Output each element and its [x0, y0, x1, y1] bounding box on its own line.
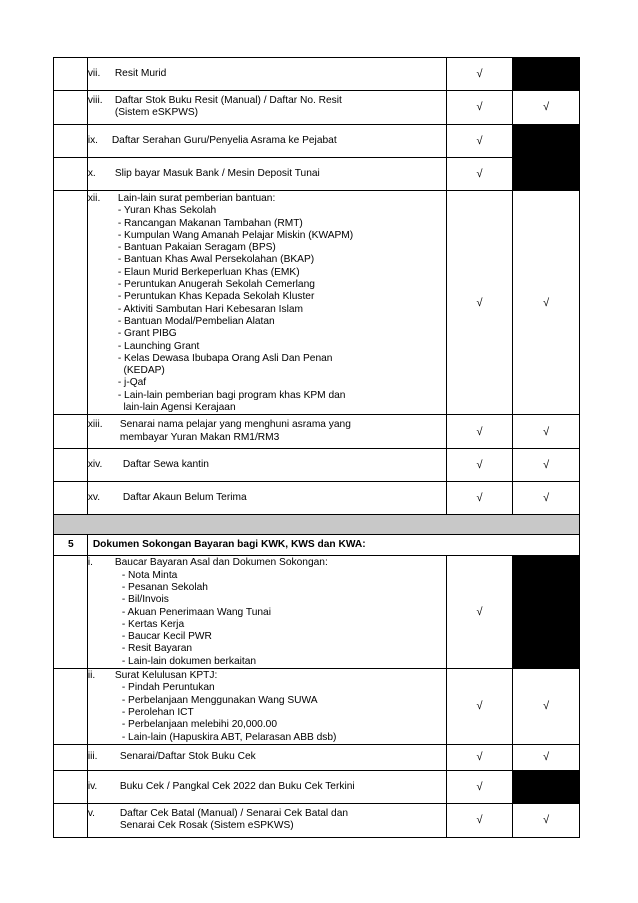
- row-label: Surat Kelulusan KPTJ:: [114, 670, 218, 682]
- shaded-cell: [513, 158, 580, 191]
- row-label: Lain-lain surat pemberian bantuan:: [117, 193, 276, 204]
- table-row: [54, 191, 580, 415]
- grey-band: [54, 515, 580, 535]
- row-label: Baucar Bayaran Asal dan Dokumen Sokongan:: [114, 557, 328, 569]
- row-label: Daftar Akaun Belum Terima: [122, 492, 247, 504]
- row-description: [87, 669, 446, 745]
- list-item: - Lain-lain (Hapuskira ABT, Pelarasan ABB dsb): [121, 731, 337, 743]
- row-label: Senarai/Daftar Stok Buku Cek: [119, 751, 256, 763]
- list-item: - Elaun Murid Berkeperluan Khas (EMK): [117, 266, 300, 278]
- row-number: iii.: [87, 751, 98, 763]
- shaded-cell: [513, 125, 580, 158]
- list-item: - Bantuan Pakaian Seragam (BPS): [117, 242, 276, 254]
- row-number: xiv.: [87, 459, 103, 471]
- shaded-cell: [513, 58, 580, 91]
- row-number: xv.: [87, 492, 101, 504]
- check-mark: √: [446, 770, 513, 803]
- assistance-letter-list: [88, 205, 446, 414]
- check-mark: √: [513, 744, 580, 770]
- list-item: - Peruntukan Anugerah Sekolah Cemerlang: [117, 279, 315, 291]
- list-item: - Resit Bayaran: [121, 643, 193, 655]
- table-row: [54, 158, 580, 191]
- list-item: - Yuran Khas Sekolah: [117, 205, 217, 217]
- check-mark: √: [513, 803, 580, 837]
- list-item: - Nota Minta: [121, 569, 178, 581]
- list-item: - Bantuan Khas Awal Persekolahan (BKAP): [117, 254, 315, 266]
- row-number: iv.: [87, 780, 98, 792]
- row-label: Resit Murid: [114, 67, 167, 79]
- list-item: - Bil/Invois: [121, 594, 169, 606]
- check-mark: √: [446, 125, 513, 158]
- list-item: - Akuan Penerimaan Wang Tunai: [121, 606, 271, 618]
- check-mark: √: [513, 449, 580, 482]
- table-row: [54, 669, 580, 745]
- row-description: [87, 556, 446, 669]
- check-mark: √: [513, 191, 580, 415]
- table-row: [54, 449, 580, 482]
- check-mark: √: [513, 415, 580, 449]
- list-item: - Kertas Kerja: [121, 618, 185, 630]
- separator-row: [54, 515, 580, 535]
- check-mark: √: [446, 58, 513, 91]
- list-item: - Grant PIBG: [117, 328, 177, 340]
- row-number: x.: [87, 167, 96, 179]
- table-row: [54, 482, 580, 515]
- list-item: - Kelas Dewasa Ibubapa Orang Asli Dan Penan: [117, 352, 333, 364]
- shaded-cell: [513, 770, 580, 803]
- row-description: [87, 58, 446, 91]
- row-number: xii.: [87, 193, 101, 204]
- section-header-row: [54, 535, 580, 556]
- check-mark: √: [446, 556, 513, 669]
- section-title: Dokumen Sokongan Bayaran bagi KWK, KWS dan KWA:: [87, 535, 579, 556]
- check-mark: √: [446, 744, 513, 770]
- row-number: v.: [87, 807, 95, 819]
- table-row: [54, 556, 580, 669]
- row-description: [87, 415, 446, 449]
- check-mark: √: [446, 449, 513, 482]
- row-label: Senarai nama pelajar yang menghuni asrama yang: [119, 419, 351, 431]
- supporting-document-list: [88, 570, 446, 668]
- list-item: lain-lain Agensi Kerajaan: [117, 402, 236, 414]
- row-label: Daftar Sewa kantin: [122, 459, 209, 471]
- approval-letter-list: [88, 682, 446, 743]
- check-mark: √: [446, 158, 513, 191]
- check-mark: √: [513, 482, 580, 515]
- table-row: [54, 91, 580, 125]
- row-description: [87, 744, 446, 770]
- row-label: Daftar Serahan Guru/Penyelia Asrama ke Pejabat: [111, 134, 337, 146]
- row-number: ix.: [87, 134, 99, 146]
- list-item: - Pesanan Sekolah: [121, 581, 208, 593]
- table-row: [54, 803, 580, 837]
- list-item: - Peruntukan Khas Kepada Sekolah Kluster: [117, 291, 315, 303]
- list-item: - Bantuan Modal/Pembelian Alatan: [117, 315, 275, 327]
- list-item: - Perolehan ICT: [121, 706, 194, 718]
- row-description: [87, 803, 446, 837]
- check-mark: √: [446, 91, 513, 125]
- row-label: Slip bayar Masuk Bank / Mesin Deposit Tunai: [114, 167, 320, 179]
- row-number: i.: [87, 557, 93, 569]
- row-number: viii.: [87, 95, 103, 106]
- check-mark: √: [446, 669, 513, 745]
- row-description: [87, 449, 446, 482]
- check-mark: √: [513, 669, 580, 745]
- row-label: Daftar Cek Batal (Manual) / Senarai Cek Batal dan: [119, 807, 349, 819]
- list-item: - Baucar Kecil PWR: [121, 631, 212, 643]
- list-item: (KEDAP): [117, 365, 165, 377]
- row-number: vii.: [87, 67, 101, 79]
- row-label-continued: membayar Yuran Makan RM1/RM3: [119, 431, 280, 443]
- table-row: [54, 415, 580, 449]
- row-label: Daftar Stok Buku Resit (Manual) / Daftar No. Resit: [114, 95, 342, 106]
- row-description: [87, 191, 446, 415]
- shaded-cell: [513, 556, 580, 669]
- check-mark: √: [446, 415, 513, 449]
- list-item: - Lain-lain dokumen berkaitan: [121, 655, 257, 667]
- table-row: [54, 125, 580, 158]
- table-row: [54, 770, 580, 803]
- list-item: - Lain-lain pemberian bagi program khas KPM dan: [117, 389, 346, 401]
- check-mark: √: [446, 191, 513, 415]
- row-description: [87, 770, 446, 803]
- row-description: [87, 158, 446, 191]
- row-label: Buku Cek / Pangkal Cek 2022 dan Buku Cek Terkini: [119, 780, 355, 792]
- row-description: [87, 125, 446, 158]
- row-description: [87, 91, 446, 125]
- list-item: - Perbelanjaan Menggunakan Wang SUWA: [121, 694, 318, 706]
- table-row: [54, 744, 580, 770]
- row-description: [87, 482, 446, 515]
- table-row: [54, 58, 580, 91]
- section-number: 5: [54, 535, 88, 556]
- row-label-continued: (Sistem eSKPWS): [114, 107, 199, 119]
- list-item: - Aktiviti Sambutan Hari Kebesaran Islam: [117, 303, 303, 315]
- list-item: - Pindah Peruntukan: [121, 682, 215, 694]
- check-mark: √: [513, 91, 580, 125]
- list-item: - j-Qaf: [117, 377, 147, 389]
- document-table: [53, 57, 580, 838]
- list-item: - Launching Grant: [117, 340, 200, 352]
- check-mark: √: [446, 482, 513, 515]
- row-label-continued: Senarai Cek Rosak (Sistem eSPKWS): [119, 820, 294, 832]
- row-number: ii.: [87, 670, 96, 682]
- list-item: - Rancangan Makanan Tambahan (RMT): [117, 217, 303, 229]
- check-mark: √: [446, 803, 513, 837]
- row-number: xiii.: [87, 419, 103, 431]
- list-item: - Perbelanjaan melebihi 20,000.00: [121, 719, 278, 731]
- list-item: - Kumpulan Wang Amanah Pelajar Miskin (KWAPM): [117, 229, 354, 241]
